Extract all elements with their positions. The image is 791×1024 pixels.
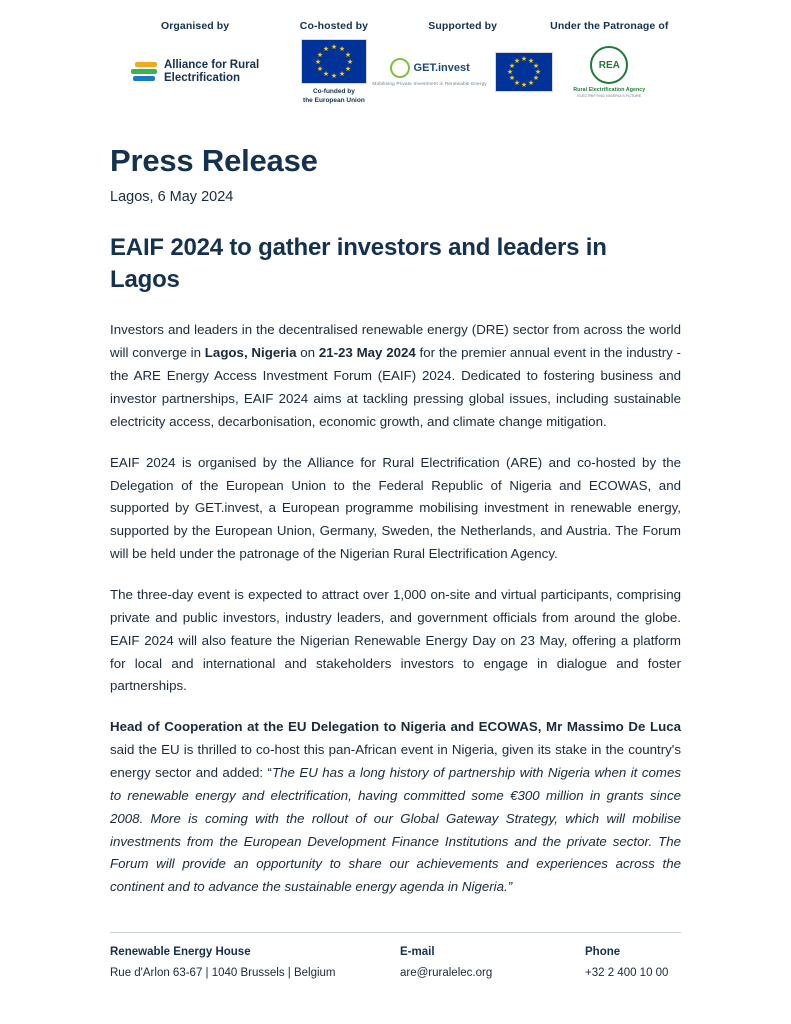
- logo-caption-supported-by: Supported by: [428, 20, 498, 32]
- p1-dates: 21-23 May 2024: [318, 345, 416, 361]
- are-logo: [131, 46, 259, 98]
- get-invest-ring-icon: [390, 58, 410, 78]
- paragraph-3: The three-day event is expected to attract over 1,000 on-site and virtual participants, comprising private and public investors, industry leaders, and government officials from around the globe. EAIF 2024 will also feature the Nigerian Renewable Energy Day on 23 May, offering a platform for local and international and stakeholders investors to engage in dialogue and foster partnerships.: [110, 586, 681, 694]
- footer-phone-block: [585, 946, 681, 982]
- logo-caption-co-hosted-by: Co-hosted by: [299, 20, 369, 32]
- are-logo-line-2: Electrification: [163, 72, 241, 84]
- paragraph-2: EAIF 2024 is organised by the Alliance for Rural Electrification (ARE) and co-hosted by the Delegation of the European Union to the Federal Republic of Nigeria and ECOWAS, and supported by GET.invest, a European programme mobilising investment in renewable energy, supported by the European Union, Germany, Sweden, the Netherlands, and Austria. The Forum will be held under the patronage of the Nigerian Rural Electrification Agency.: [110, 454, 681, 562]
- logo-column-organised-by: [110, 20, 280, 98]
- page-footer: [110, 932, 681, 982]
- page-title: EAIF 2024 to gather investors and leaders in Lagos: [110, 234, 607, 293]
- getinvest-eu-logo: [372, 46, 553, 98]
- p4-lead-in: said the EU is thrilled to co-host this pan-African event in Nigeria, given its stake in the country's energy sector and added: “: [110, 742, 681, 780]
- footer-address-block: [110, 946, 400, 982]
- document-dateline: Lagos, 6 May 2024: [110, 189, 234, 205]
- footer-divider: [110, 932, 681, 933]
- logo-caption-patronage: Under the Patronage of: [550, 20, 669, 32]
- p1-part-e: for the premier annual event in the industry - the ARE Energy Access Investment Forum (EAIF) 2024. Dedicated to fostering business and investor partnerships, EAIF 2024 aims at tackling pressing global issues, including sustainable electricity access, decarbonisation, economic growth, and climate change mitigation.: [110, 345, 681, 429]
- rea-logo: [573, 46, 645, 98]
- footer-email-heading: E-mail: [400, 946, 435, 959]
- logo-column-supported-by: [372, 20, 542, 98]
- footer-email-value[interactable]: are@ruralelec.org: [400, 967, 493, 980]
- eu-caption-line-2: the European Union: [303, 96, 365, 104]
- logo-caption-organised-by: Organised by: [160, 20, 230, 32]
- p4-speaker: Head of Cooperation at the EU Delegation to Nigeria and ECOWAS, Mr Massimo De Luca: [110, 719, 681, 735]
- footer-phone-heading: Phone: [585, 946, 621, 959]
- p1-location: Lagos, Nigeria: [204, 345, 297, 361]
- document-kicker: Press Release: [110, 143, 318, 178]
- footer-email-block: [400, 946, 585, 982]
- eu-caption-line-1: Co-funded by: [312, 88, 355, 96]
- eu-flag-icon-supported: ★ ★ ★ ★ ★ ★ ★ ★ ★ ★ ★ ★: [495, 52, 553, 92]
- p1-part-c: on: [296, 345, 319, 361]
- are-stripes-icon: [131, 59, 157, 85]
- footer-address-heading: Renewable Energy House: [110, 946, 251, 959]
- rea-logo-tagline: ELECTRIFYING NIGERIA'S FUTURE: [577, 94, 642, 98]
- eu-flag-icon: ★ ★ ★ ★ ★ ★ ★ ★ ★ ★ ★ ★: [301, 39, 367, 84]
- paragraph-4: [110, 716, 681, 899]
- paragraph-1: [110, 319, 681, 433]
- get-invest-tagline: Mobilising Private Investment in Renewable Energy: [372, 81, 487, 86]
- rea-logo-name: Rural Electrification Agency: [573, 87, 646, 93]
- logo-column-patronage: [538, 20, 681, 98]
- are-logo-line-1: Alliance for Rural: [163, 58, 260, 71]
- footer-phone-value: +32 2 400 10 00: [585, 967, 669, 980]
- rea-seal-icon: REA: [590, 46, 628, 84]
- p1-part-a: Investors and leaders in the decentralised renewable energy (DRE) sector from across the world will converge in: [110, 322, 681, 361]
- article-body: [110, 319, 681, 899]
- partner-logo-strip: [110, 0, 681, 104]
- eu-flag-logo: [301, 44, 367, 104]
- get-invest-wordmark: GET.invest: [413, 62, 470, 74]
- p4-quote: The EU has a long history of partnership with Nigeria when it comes to renewable energy and electrification, having committed some €300 million in grants since 2008. More is coming with the rollout of our Global Gateway Strategy, which will mobilise investments from the European Development Finance Institutions and the private sector. The Forum will provide an opportunity to share our achievements and experiences across the continent and to advance the sustainable energy agenda in Nigeria.”: [110, 764, 681, 895]
- footer-address-line: Rue d'Arlon 63-67 | 1040 Brussels | Belgium: [110, 967, 336, 980]
